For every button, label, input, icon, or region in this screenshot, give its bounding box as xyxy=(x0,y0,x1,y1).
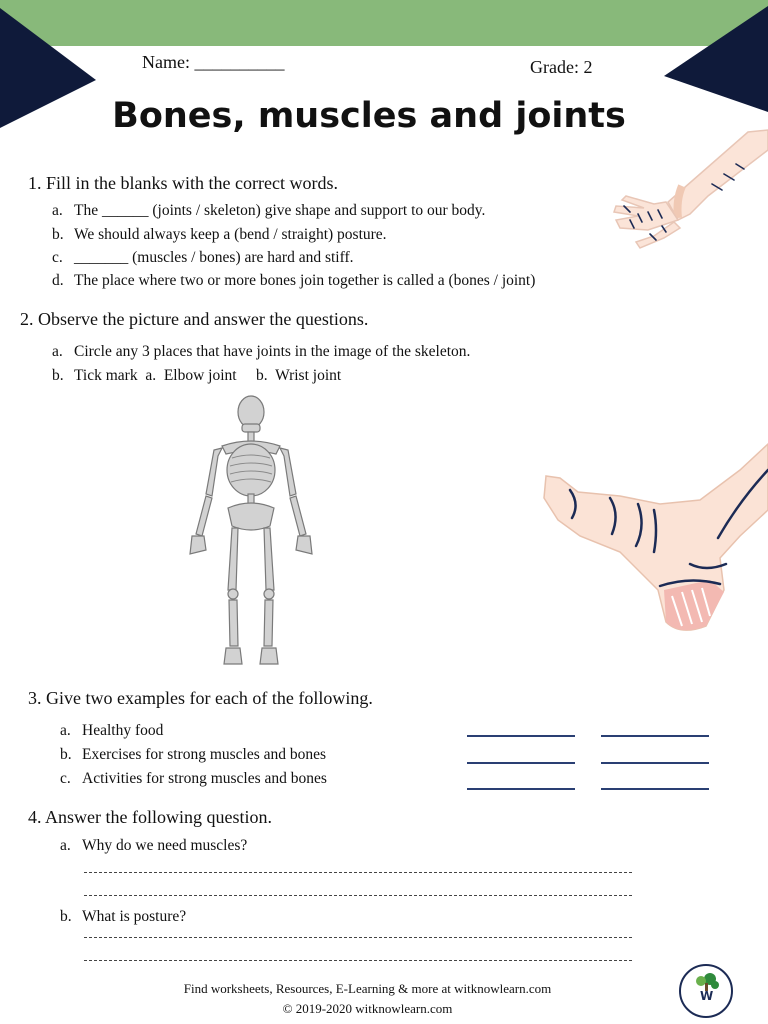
question-4-heading: 4. Answer the following question. xyxy=(28,807,272,827)
answer-line-a1[interactable] xyxy=(467,735,575,737)
logo-letter: W xyxy=(700,989,714,1003)
question-1-heading: 1. Fill in the blanks with the correct words. xyxy=(28,173,338,193)
q4-item-a: a. Why do we need muscles? xyxy=(60,837,248,854)
q1-item-a: a. The ______ (joints / skeleton) give shape and support to our body. xyxy=(52,202,486,219)
answer-dash-line[interactable] xyxy=(84,960,632,961)
answer-line-c2[interactable] xyxy=(601,788,709,790)
question-3-heading: 3. Give two examples for each of the following. xyxy=(28,688,373,708)
answer-line-b2[interactable] xyxy=(601,762,709,764)
answer-line-c1[interactable] xyxy=(467,788,575,790)
footer-resources-text: Find worksheets, Resources, E-Learning & more at witknowlearn.com xyxy=(183,981,552,996)
q2-item-a: a. Circle any 3 places that have joints in the image of the skeleton. xyxy=(52,343,471,360)
q3-item-a: a. Healthy food xyxy=(60,722,164,739)
grade-label: Grade: 2 xyxy=(530,57,593,77)
arm-bones-illustration xyxy=(608,124,768,264)
q3-item-b: b. Exercises for strong muscles and bones xyxy=(60,746,327,763)
q4-item-b: b. What is posture? xyxy=(60,908,187,925)
page-title: Bones, muscles and joints xyxy=(112,96,626,136)
question-2-heading: 2. Observe the picture and answer the questions. xyxy=(20,309,369,329)
answer-dash-line[interactable] xyxy=(84,937,632,938)
answer-dash-line[interactable] xyxy=(84,872,632,873)
q2-item-b: b. Tick mark a. Elbow joint b. Wrist joint xyxy=(52,367,342,384)
answer-dash-line[interactable] xyxy=(84,895,632,896)
q1-item-d: d. The place where two or more bones join together is called a (bones / joint) xyxy=(52,272,536,289)
answer-line-b1[interactable] xyxy=(467,762,575,764)
top-banner xyxy=(0,0,768,46)
foot-bones-illustration xyxy=(540,440,768,636)
answer-line-a2[interactable] xyxy=(601,735,709,737)
footer-copyright: © 2019-2020 witknowlearn.com xyxy=(282,1001,453,1016)
q3-item-c: c. Activities for strong muscles and bones xyxy=(60,770,327,787)
q1-item-b: b. We should always keep a (bend / straight) posture. xyxy=(52,226,387,243)
skeleton-image[interactable] xyxy=(178,394,324,668)
q1-item-c: c. _______ (muscles / bones) are hard and stiff. xyxy=(52,249,354,266)
name-field[interactable]: Name: __________ xyxy=(142,52,285,72)
